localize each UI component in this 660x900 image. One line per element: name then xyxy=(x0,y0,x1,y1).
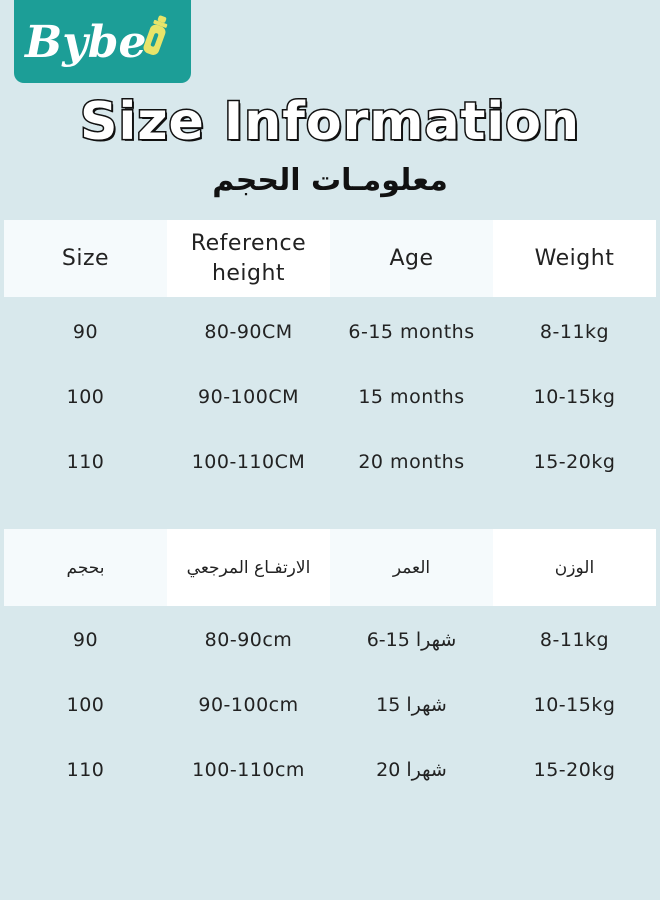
header-size-arabic: بحجم xyxy=(4,529,167,606)
cell-size: 100 xyxy=(66,385,105,408)
cell-height: 100-110CM xyxy=(191,450,306,473)
cell-age: 20 شهرا xyxy=(376,758,447,781)
header-reference-height: Reference height xyxy=(167,220,330,297)
table-row xyxy=(4,299,656,364)
size-table-english xyxy=(4,220,656,494)
cell-age: 15 شهرا xyxy=(376,693,447,716)
page-title: Size Information xyxy=(80,92,580,152)
cell-size: 110 xyxy=(66,758,105,781)
cell-size: 90 xyxy=(72,320,99,343)
bybe-logo-icon xyxy=(23,12,183,72)
cell-weight: 8-11kg xyxy=(539,628,610,651)
cell-weight: 8-11kg xyxy=(539,320,610,343)
brand-logo xyxy=(14,0,191,83)
table-row xyxy=(4,672,656,737)
cell-height: 100-110cm xyxy=(192,758,305,781)
table-row xyxy=(4,607,656,672)
cell-age: 15 months xyxy=(358,385,465,408)
header-size: Size xyxy=(4,220,167,297)
header-age-arabic: العمر xyxy=(330,529,493,606)
header-weight: Weight xyxy=(493,220,656,297)
table-header-row xyxy=(4,220,656,297)
cell-size: 90 xyxy=(72,628,99,651)
table-row xyxy=(4,737,656,802)
logo-text: Bybe xyxy=(24,16,147,68)
header-age: Age xyxy=(330,220,493,297)
cell-height: 90-100CM xyxy=(198,385,299,408)
cell-weight: 15-20kg xyxy=(533,758,616,781)
header-weight-arabic: الوزن xyxy=(493,529,656,606)
cell-height: 80-90CM xyxy=(204,320,293,343)
cell-size: 100 xyxy=(66,693,105,716)
header-reference-height-arabic: الارتفـاع المرجعي xyxy=(167,529,330,606)
cell-height: 90-100cm xyxy=(198,693,299,716)
cell-age: 6-15 شهرا xyxy=(366,628,457,651)
table-row xyxy=(4,364,656,429)
cell-size: 110 xyxy=(66,450,105,473)
cell-weight: 10-15kg xyxy=(533,385,616,408)
cell-height: 80-90cm xyxy=(204,628,293,651)
cell-age: 6-15 months xyxy=(348,320,475,343)
size-table-arabic xyxy=(4,529,656,802)
cell-weight: 10-15kg xyxy=(533,693,616,716)
page-subtitle-arabic: معلومـات الحجم xyxy=(212,163,448,198)
table-row xyxy=(4,429,656,494)
cell-weight: 15-20kg xyxy=(533,450,616,473)
cell-age: 20 months xyxy=(358,450,465,473)
table-header-row xyxy=(4,529,656,606)
